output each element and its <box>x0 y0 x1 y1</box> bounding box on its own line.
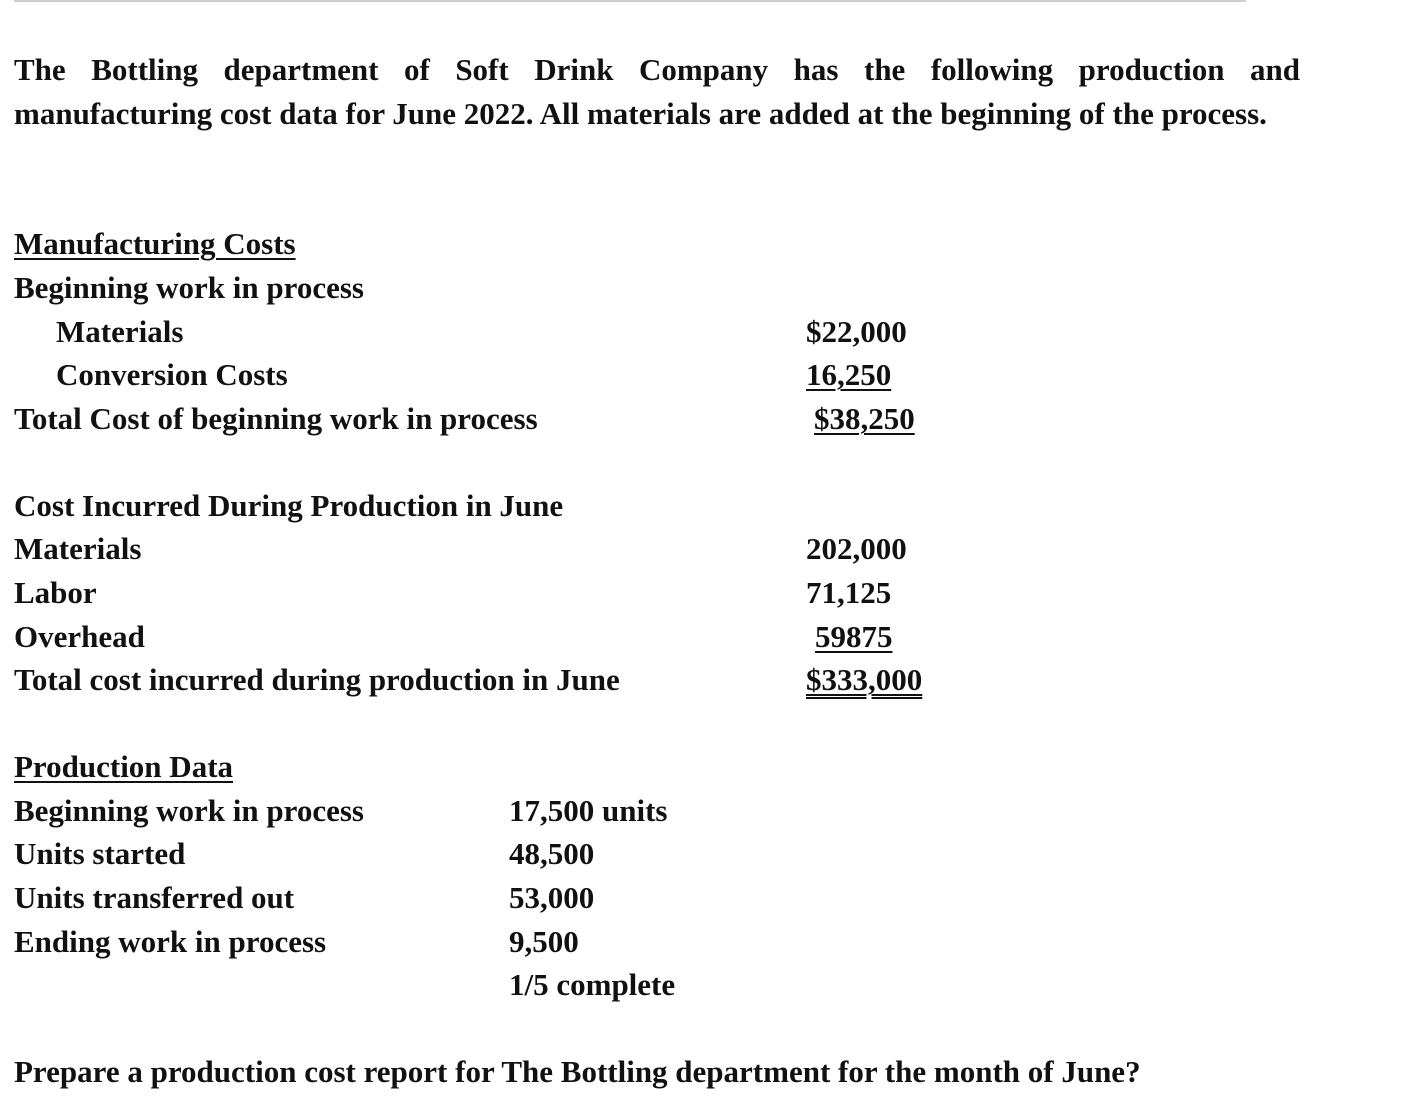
incurred-overhead-label: Overhead <box>14 619 145 654</box>
incurred-labor-value: 71,125 <box>806 575 892 610</box>
prod-ewip-label: Ending work in process <box>14 924 327 959</box>
incurred-total-label: Total cost incurred during production in June <box>14 662 620 697</box>
incurred-overhead-value: 59875 <box>815 619 893 654</box>
prod-ewip-value: 9,500 <box>509 924 579 959</box>
incurred-materials-label: Materials <box>14 531 142 566</box>
incurred-labor-label: Labor <box>14 575 97 610</box>
prod-units-started-value: 48,500 <box>509 836 595 871</box>
prod-transferred-label: Units transferred out <box>14 880 295 915</box>
prod-transferred-value: 53,000 <box>509 880 595 915</box>
costs-incurred-heading: Cost Incurred During Production in June <box>14 488 564 523</box>
bwip-total-label: Total Cost of beginning work in process <box>14 401 538 436</box>
production-data-heading: Production Data <box>14 749 234 784</box>
incurred-total-value: $333,000 <box>806 662 923 697</box>
bwip-label: Beginning work in process <box>14 270 364 305</box>
incurred-materials-value: 202,000 <box>806 531 907 566</box>
bwip-total-value: $38,250 <box>814 401 915 436</box>
prod-units-started-label: Units started <box>14 836 186 871</box>
question-text: Prepare a production cost report for The Bottling department for the month of June? <box>14 1054 1141 1089</box>
bwip-conversion-label: Conversion Costs <box>56 357 288 392</box>
intro-paragraph: The Bottling department of Soft Drink Company has the following production and manufacturing cost data for June 2022. All materials are added at the beginning of the process. <box>14 52 1300 131</box>
bwip-materials-value: $22,000 <box>806 314 907 349</box>
bwip-materials-label: Materials <box>56 314 184 349</box>
top-divider <box>14 0 1246 2</box>
bwip-conversion-value: 16,250 <box>806 357 892 392</box>
manufacturing-costs-heading: Manufacturing Costs <box>14 226 296 261</box>
prod-bwip-value: 17,500 units <box>509 793 668 828</box>
prod-ewip-completion: 1/5 complete <box>509 967 676 1002</box>
prod-bwip-label: Beginning work in process <box>14 793 364 828</box>
